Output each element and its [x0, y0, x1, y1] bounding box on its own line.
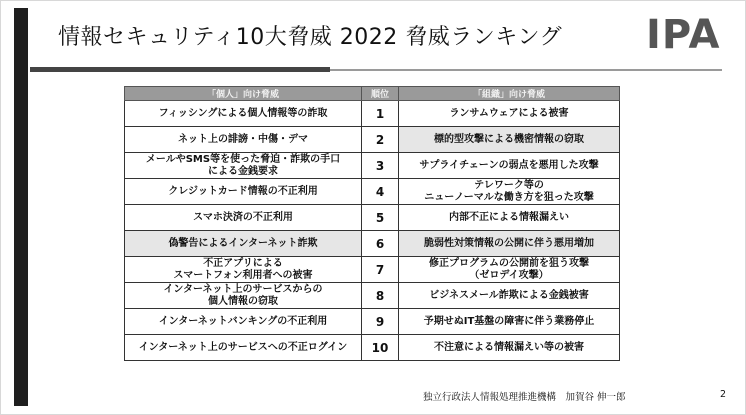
personal-threat-cell: 不正アプリによる スマートフォン利用者への被害 — [125, 257, 362, 283]
personal-threat-cell: インターネット上のサービスからの 個人情報の窃取 — [125, 283, 362, 309]
rank-cell: 8 — [362, 283, 399, 309]
organization-threat-cell: 修正プログラムの公開前を狙う攻撃 （ゼロデイ攻撃） — [399, 257, 620, 283]
organization-threat-cell: ビジネスメール詐欺による金銭被害 — [399, 283, 620, 309]
personal-threat-cell: インターネット上のサービスへの不正ログイン — [125, 335, 362, 361]
page-number: 2 — [720, 389, 727, 400]
rank-cell: 10 — [362, 335, 399, 361]
footer-credit: 独立行政法人情報処理推進機構 加賀谷 伸一郎 — [423, 392, 626, 403]
organization-threat-cell: 予期せぬIT基盤の障害に伴う業務停止 — [399, 309, 620, 335]
personal-threat-cell: クレジットカード情報の不正利用 — [125, 179, 362, 205]
table-row — [125, 231, 620, 257]
table-body — [125, 101, 620, 361]
header-personal: 「個人」向け脅威 — [125, 87, 362, 101]
rank-cell: 3 — [362, 153, 399, 179]
personal-threat-cell: フィッシングによる個人情報等の詐取 — [125, 101, 362, 127]
table-row — [125, 257, 620, 283]
table-row — [125, 309, 620, 335]
side-accent-bar — [14, 8, 28, 406]
organization-threat-cell: ランサムウェアによる被害 — [399, 101, 620, 127]
header-organization: 「組織」向け脅威 — [399, 87, 620, 101]
personal-threat-cell: メールやSMS等を使った脅迫・詐欺の手口 による金銭要求 — [125, 153, 362, 179]
table-row — [125, 205, 620, 231]
organization-threat-cell: 内部不正による情報漏えい — [399, 205, 620, 231]
organization-threat-cell: 脆弱性対策情報の公開に伴う悪用増加 — [399, 231, 620, 257]
table-row — [125, 335, 620, 361]
organization-threat-cell: サプライチェーンの弱点を悪用した攻撃 — [399, 153, 620, 179]
rank-cell: 9 — [362, 309, 399, 335]
personal-threat-cell: スマホ決済の不正利用 — [125, 205, 362, 231]
table-row — [125, 179, 620, 205]
personal-threat-cell: インターネットバンキングの不正利用 — [125, 309, 362, 335]
page-title: 情報セキュリティ10大脅威 2022 脅威ランキング — [58, 25, 563, 50]
organization-threat-cell: 不注意による情報漏えい等の被害 — [399, 335, 620, 361]
table-row — [125, 101, 620, 127]
title-underline-light — [330, 69, 722, 71]
threat-ranking-table — [124, 86, 620, 361]
header-rank: 順位 — [362, 87, 399, 101]
title-underline-dark — [30, 67, 330, 72]
rank-cell: 7 — [362, 257, 399, 283]
personal-threat-cell: ネット上の誹謗・中傷・デマ — [125, 127, 362, 153]
ipa-logo: IPA — [646, 12, 721, 58]
organization-threat-cell: 標的型攻撃による機密情報の窃取 — [399, 127, 620, 153]
table-row — [125, 127, 620, 153]
rank-cell: 6 — [362, 231, 399, 257]
table-row — [125, 153, 620, 179]
table-header-row — [125, 87, 620, 101]
rank-cell: 2 — [362, 127, 399, 153]
table-row — [125, 283, 620, 309]
organization-threat-cell: テレワーク等の ニューノーマルな働き方を狙った攻撃 — [399, 179, 620, 205]
rank-cell: 1 — [362, 101, 399, 127]
rank-cell: 5 — [362, 205, 399, 231]
personal-threat-cell: 偽警告によるインターネット詐欺 — [125, 231, 362, 257]
rank-cell: 4 — [362, 179, 399, 205]
